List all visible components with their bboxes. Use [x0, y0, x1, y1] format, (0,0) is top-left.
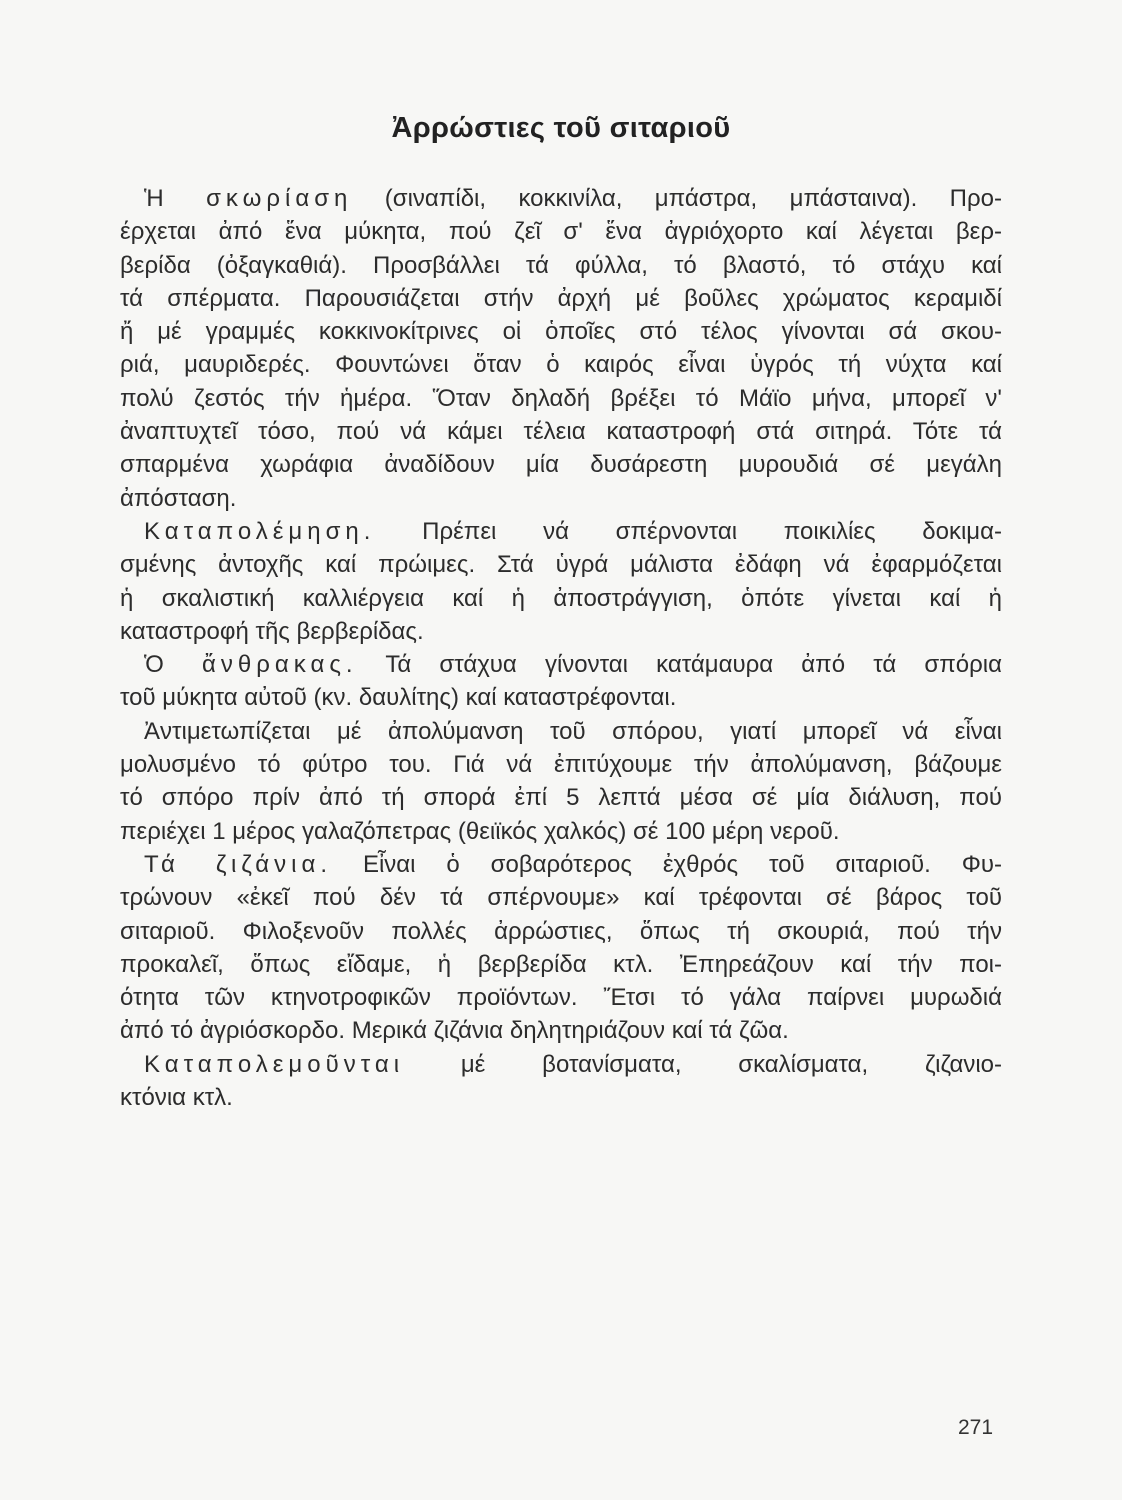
line-text: Ἀντιμετωπίζεται μέ ἀπολύμανση τοῦ σπόρου, γιατί μπορεῖ νά εἶναι [144, 717, 1002, 745]
line-text: καταστροφή τῆς βερβερίδας. [120, 617, 424, 645]
text-line [120, 448, 1002, 481]
text-line [120, 715, 1002, 748]
line-text: Τά στάχυα γίνονται κατάμαυρα ἀπό τά σπόρια [357, 651, 1002, 679]
text-line [120, 315, 1002, 348]
line-text: Εἶναι ὁ σοβαρότερος ἐχθρός τοῦ σιταριοῦ. Φυ- [332, 850, 1002, 878]
page-title: Ἀρρώστιες τοῦ σιταριοῦ [391, 112, 731, 144]
text-line [120, 548, 1002, 581]
spaced-term: Ἡ σκωρίαση [144, 185, 353, 212]
text-line [120, 515, 1002, 548]
text-line [120, 582, 1002, 615]
text-line [120, 482, 1002, 515]
text-line [120, 981, 1002, 1014]
line-text: μέ βοτανίσματα, σκαλίσματα, ζιζανιο- [404, 1050, 1002, 1078]
line-text: σπαρμένα χωράφια ἀναδίδουν μία δυσάρεστη μυρουδιά σέ μεγάλη [120, 451, 1002, 479]
text-line [120, 915, 1002, 948]
text-line [120, 1048, 1002, 1081]
line-text: τοῦ μύκητα αὐτοῦ (κν. δαυλίτης) καί καταστρέφονται. [120, 684, 677, 712]
line-text: τρώνουν «ἐκεῖ πού δέν τά σπέρνουμε» καί τρέφονται σέ βάρος τοῦ [120, 884, 1002, 912]
line-text: ἀπόσταση. [120, 484, 237, 512]
spaced-term: Ὁ ἄνθρακας. [144, 651, 358, 679]
line-text: μολυσμένο τό φύτρο του. Γιά νά ἐπιτύχουμε τήν ἀπολύμανση, βάζουμε [120, 751, 1002, 779]
line-text: (σιναπίδι, κοκκινίλα, μπάστρα, μπάσταινα). Προ- [352, 185, 1002, 212]
text-line [120, 1081, 1002, 1114]
spaced-term: Τά ζιζάνια. [144, 850, 333, 878]
text-line [120, 681, 1002, 714]
page-number: 271 [958, 1416, 994, 1439]
text-line [120, 948, 1002, 981]
text-line [120, 348, 1002, 381]
line-text: προκαλεῖ, ὅπως εἴδαμε, ἡ βερβερίδα κτλ. Ἐπηρεάζουν καί τήν ποι- [120, 950, 1002, 978]
text-line [120, 215, 1002, 248]
text-line [120, 648, 1002, 681]
text-line [120, 781, 1002, 814]
spaced-term: Καταπολέμηση. [144, 517, 376, 545]
line-text: κτόνια κτλ. [120, 1084, 233, 1112]
line-text: βερίδα (ὀξαγκαθιά). Προσβάλλει τά φύλλα, τό βλαστό, τό στάχυ καί [120, 251, 1002, 279]
line-text: ριά, μαυριδερές. Φουντώνει ὅταν ὁ καιρός εἶναι ὑγρός τή νύχτα καί [120, 351, 1002, 379]
body-text [120, 182, 1002, 1114]
line-text: σμένης ἀντοχῆς καί πρώιμες. Στά ὑγρά μάλιστα ἐδάφη νά ἐφαρμόζεται [120, 551, 1002, 579]
line-text: ἀπό τό ἀγριόσκορδο. Μερικά ζιζάνια δηλητηριάζουν καί τά ζῶα. [120, 1017, 789, 1045]
text-line [120, 815, 1002, 848]
text-line [120, 881, 1002, 914]
text-line [120, 282, 1002, 315]
line-text: σιταριοῦ. Φιλοξενοῦν πολλές ἀρρώστιες, ὅπως τή σκουριά, πού τήν [120, 917, 1002, 945]
line-text: ἡ σκαλιστική καλλιέργεια καί ἡ ἀποστράγγιση, ὁπότε γίνεται καί ἡ [120, 584, 1002, 612]
line-text: ἀναπτυχτεῖ τόσο, πού νά κάμει τέλεια καταστροφή στά σιτηρά. Τότε τά [120, 418, 1002, 446]
text-line [120, 1014, 1002, 1047]
line-text: περιέχει 1 μέρος γαλαζόπετρας (θειϊκός χαλκός) σέ 100 μέρη νεροῦ. [120, 817, 840, 845]
spaced-term: Καταπολεμοῦνται [144, 1050, 405, 1078]
line-text: πολύ ζεστός τήν ἡμέρα. Ὅταν δηλαδή βρέξει τό Μάϊο μήνα, μπορεῖ ν' [120, 384, 1002, 412]
text-line [120, 382, 1002, 415]
text-line [120, 182, 1002, 215]
line-text: έρχεται ἀπό ἕνα μύκητα, πού ζεῖ σ' ἕνα ἀγριόχορτο καί λέγεται βερ- [120, 218, 1002, 246]
text-line [120, 748, 1002, 781]
line-text: Πρέπει νά σπέρνονται ποικιλίες δοκιμα- [375, 517, 1002, 545]
text-line [120, 848, 1002, 881]
line-text: ἤ μέ γραμμές κοκκινοκίτρινες οἱ ὁποῖες στό τέλος γίνονται σά σκου- [120, 318, 1002, 346]
line-text: τό σπόρο πρίν ἀπό τή σπορά ἐπί 5 λεπτά μέσα σέ μία διάλυση, πού [120, 784, 1002, 812]
text-line [120, 415, 1002, 448]
text-line [120, 615, 1002, 648]
line-text: ότητα τῶν κτηνοτροφικῶν προϊόντων. Ἔτσι τό γάλα παίρνει μυρωδιά [120, 984, 1002, 1012]
line-text: τά σπέρματα. Παρουσιάζεται στήν ἀρχή μέ βοῦλες χρώματος κεραμιδί [120, 284, 1002, 312]
text-line [120, 249, 1002, 282]
